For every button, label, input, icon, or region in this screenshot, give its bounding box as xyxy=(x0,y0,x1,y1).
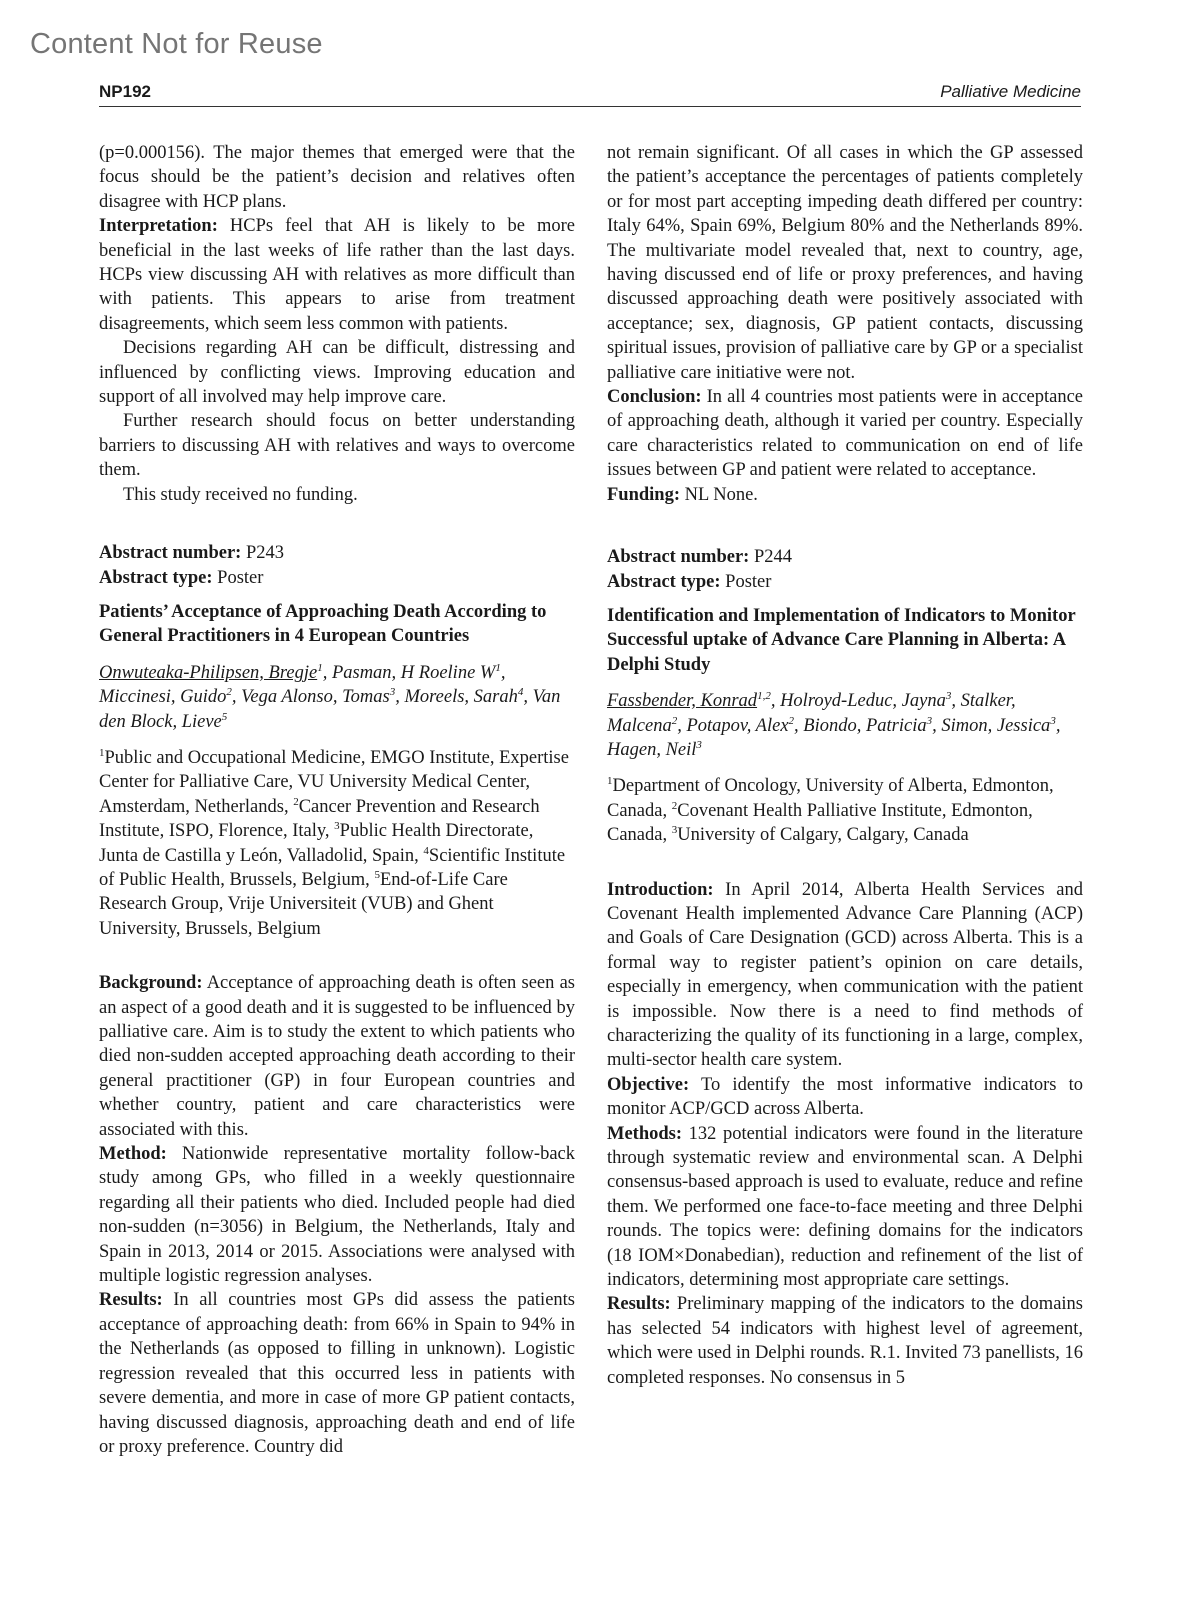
section-label: Introduction: xyxy=(607,879,714,900)
abstract-number: Abstract number: P243 xyxy=(99,543,284,564)
funding-paragraph: Funding: NL None. xyxy=(607,484,758,505)
journal-name: Palliative Medicine xyxy=(940,82,1081,101)
continued-paragraph: (p=0.000156). The major themes that emerged were that the focus should be the patient’s decision and relatives often disagree with HCP plans. xyxy=(99,143,575,212)
section-label: Objective: xyxy=(607,1074,690,1095)
objective-paragraph: Objective: To identify the most informative indicators to monitor ACP/GCD across Alberta. xyxy=(607,1074,1083,1120)
right-column xyxy=(607,141,1083,1390)
section-label: Method: xyxy=(99,1144,167,1165)
affiliations: $^1$Public and Occupational Medicine, EMGO Institute, Expertise Center for Palliative Care, VU University Medical Center, Amsterdam, Netherlands, $^2$Cancer Prevention and Research Institute, ISPO, Florence, Italy, $^3$Public Health Directorate, Junta de Castilla y León, Valladolid, Spain, $^4$Scientific Institute of Public Health, Brussels, Belgium, $^5$End-of-Life Care Research Group, Vrije Universiteit (VUB) and Ghent University, Brussels, Belgium xyxy=(99,746,569,939)
abstract-title: Identification and Implementation of Indicators to Monitor Successful uptake of Advance Care Planning in Alberta: A Delphi Study xyxy=(607,605,1076,675)
introduction-paragraph: Introduction: In April 2014, Alberta Health Services and Covenant Health implemented Advance Care Planning (ACP) and Goals of Care Designation (GCD) across Alberta. This is a formal way to register patient’s opinion on care details, especially in emergency, when communication with the patient is impossible. Now there is a need to find methods of characterizing the quality of its functioning in a large, complex, multi-sector health care system. xyxy=(607,879,1083,1071)
author-list: Fassbender, Konrad$^{1,2}$, Holroyd-Leduc, Jayna$^3$, Stalker, Malcena$^2$, Potapov, Alex$^2$, Biondo, Patricia$^3$, Simon, Jessica$^3$, Hagen, Neil$^3$ xyxy=(607,689,1061,760)
interpretation-paragraph: Interpretation: HCPs feel that AH is likely to be more beneficial in the last weeks of life rather than the last days. HCPs view discussing AH with relatives as more difficult than with patients. This appears to arise from treatment disagreements, which seem less common with patients. xyxy=(99,216,575,334)
funding-paragraph: This study received no funding. xyxy=(123,484,358,505)
section-label: Interpretation: xyxy=(99,216,218,237)
paragraph: Decisions regarding AH can be difficult, distressing and influenced by conflicting views. Improving education and support of all involved may help improve care. xyxy=(99,338,575,408)
abstract-title: Patients’ Acceptance of Approaching Death According to General Practitioners in 4 European Countries xyxy=(99,601,547,647)
author-list: Onwuteaka-Philipsen, Bregje$^1$, Pasman, H Roeline $W^1$, Miccinesi, Guido$^2$, Vega Alonso, Tomas$^3$, Moreels, Sarah$^4$, Van den Block, Lieve$^5$ xyxy=(99,661,561,732)
conclusion-paragraph: Conclusion: In all 4 countries most patients were in acceptance of approaching death, although it varied per country. Especially care characteristics related to communication on end of life issues between GP and patient were related to acceptance. xyxy=(607,387,1083,481)
watermark: Content Not for Reuse xyxy=(30,28,323,60)
continued-paragraph: not remain significant. Of all cases in which the GP assessed the patient’s acceptance the percentages of patients completely or for most part accepting impeding death differed per country: Italy 64%, Spain 69%, Belgium 80% and the Netherlands 89%. The multivariate model revealed that, next to country, age, having discussed end of life or proxy preferences, and having discussed approaching death were positively associated with acceptance; sex, diagnosis, GP patient contacts, discussing spiritual issues, provision of palliative care by GP or a specialist palliative care initiative were not. xyxy=(607,143,1083,383)
abstract-number: Abstract number: P244 xyxy=(607,547,792,568)
results-paragraph: Results: Preliminary mapping of the indicators to the domains has selected 54 indicators with highest level of agreement, which were used in Delphi rounds. R.1. Invited 73 panellists, 16 completed responses. No consensus in 5 xyxy=(607,1294,1083,1388)
abstract-type: Abstract type: Poster xyxy=(607,571,772,592)
background-paragraph: Background: Acceptance of approaching death is often seen as an aspect of a good death and it is suggested to be influenced by palliative care. Aim is to study the extent to which patients who died non-sudden accepted approaching death according to their general practitioner (GP) in four European countries and whether country, patient and care characteristics were associated with this. xyxy=(99,973,575,1140)
presenting-author: Fassbender, Konrad xyxy=(607,691,758,712)
paragraph: Further research should focus on better understanding barriers to discussing AH with relatives and ways to overcome them. xyxy=(99,411,575,481)
methods-paragraph: Methods: 132 potential indicators were found in the literature through systematic review and environmental scan. A Delphi consensus-based approach is used to evaluate, reduce and refine them. We performed one face-to-face meeting and three Delphi rounds. The topics were: defining domains for the indicators (18 IOM×Donabedian), reduction and refinement of the list of indicators, determining most appropriate care settings. xyxy=(607,1123,1083,1291)
left-column xyxy=(99,141,575,1459)
section-label: Results: xyxy=(99,1290,163,1311)
section-label: Conclusion: xyxy=(607,387,702,408)
section-label: Results: xyxy=(607,1294,671,1315)
section-label: Funding: xyxy=(607,484,681,505)
section-label: Methods: xyxy=(607,1123,683,1144)
abstract-type: Abstract type: Poster xyxy=(99,567,264,588)
presenting-author: Onwuteaka-Philipsen, Bregje xyxy=(99,662,318,683)
section-label: Background: xyxy=(99,973,203,994)
affiliations: $^1$Department of Oncology, University of Alberta, Edmonton, Canada, $^2$Covenant Health Palliative Institute, Edmonton, Canada, $^3$University of Calgary, Calgary, Canada xyxy=(607,775,1054,846)
method-paragraph: Method: Nationwide representative mortality follow-back study among GPs, who filled in a weekly questionnaire regarding all their patients who died. Included people had died non-sudden (n=3056) in Belgium, the Netherlands, Italy and Spain in 2013, 2014 or 2015. Associations were analysed with multiple logistic regression analyses. xyxy=(99,1144,575,1287)
page-header xyxy=(99,80,1081,107)
page-number: NP192 xyxy=(99,82,151,101)
results-paragraph: Results: In all countries most GPs did assess the patients acceptance of approaching death: from 66% in Spain to 94% in the Netherlands (as opposed to filling in unknown). Logistic regression revealed that this occurred less in patients with severe dementia, and more in case of more GP patient contacts, having discussed diagnosis, approaching death and end of life or proxy preference. Country did xyxy=(99,1290,575,1457)
